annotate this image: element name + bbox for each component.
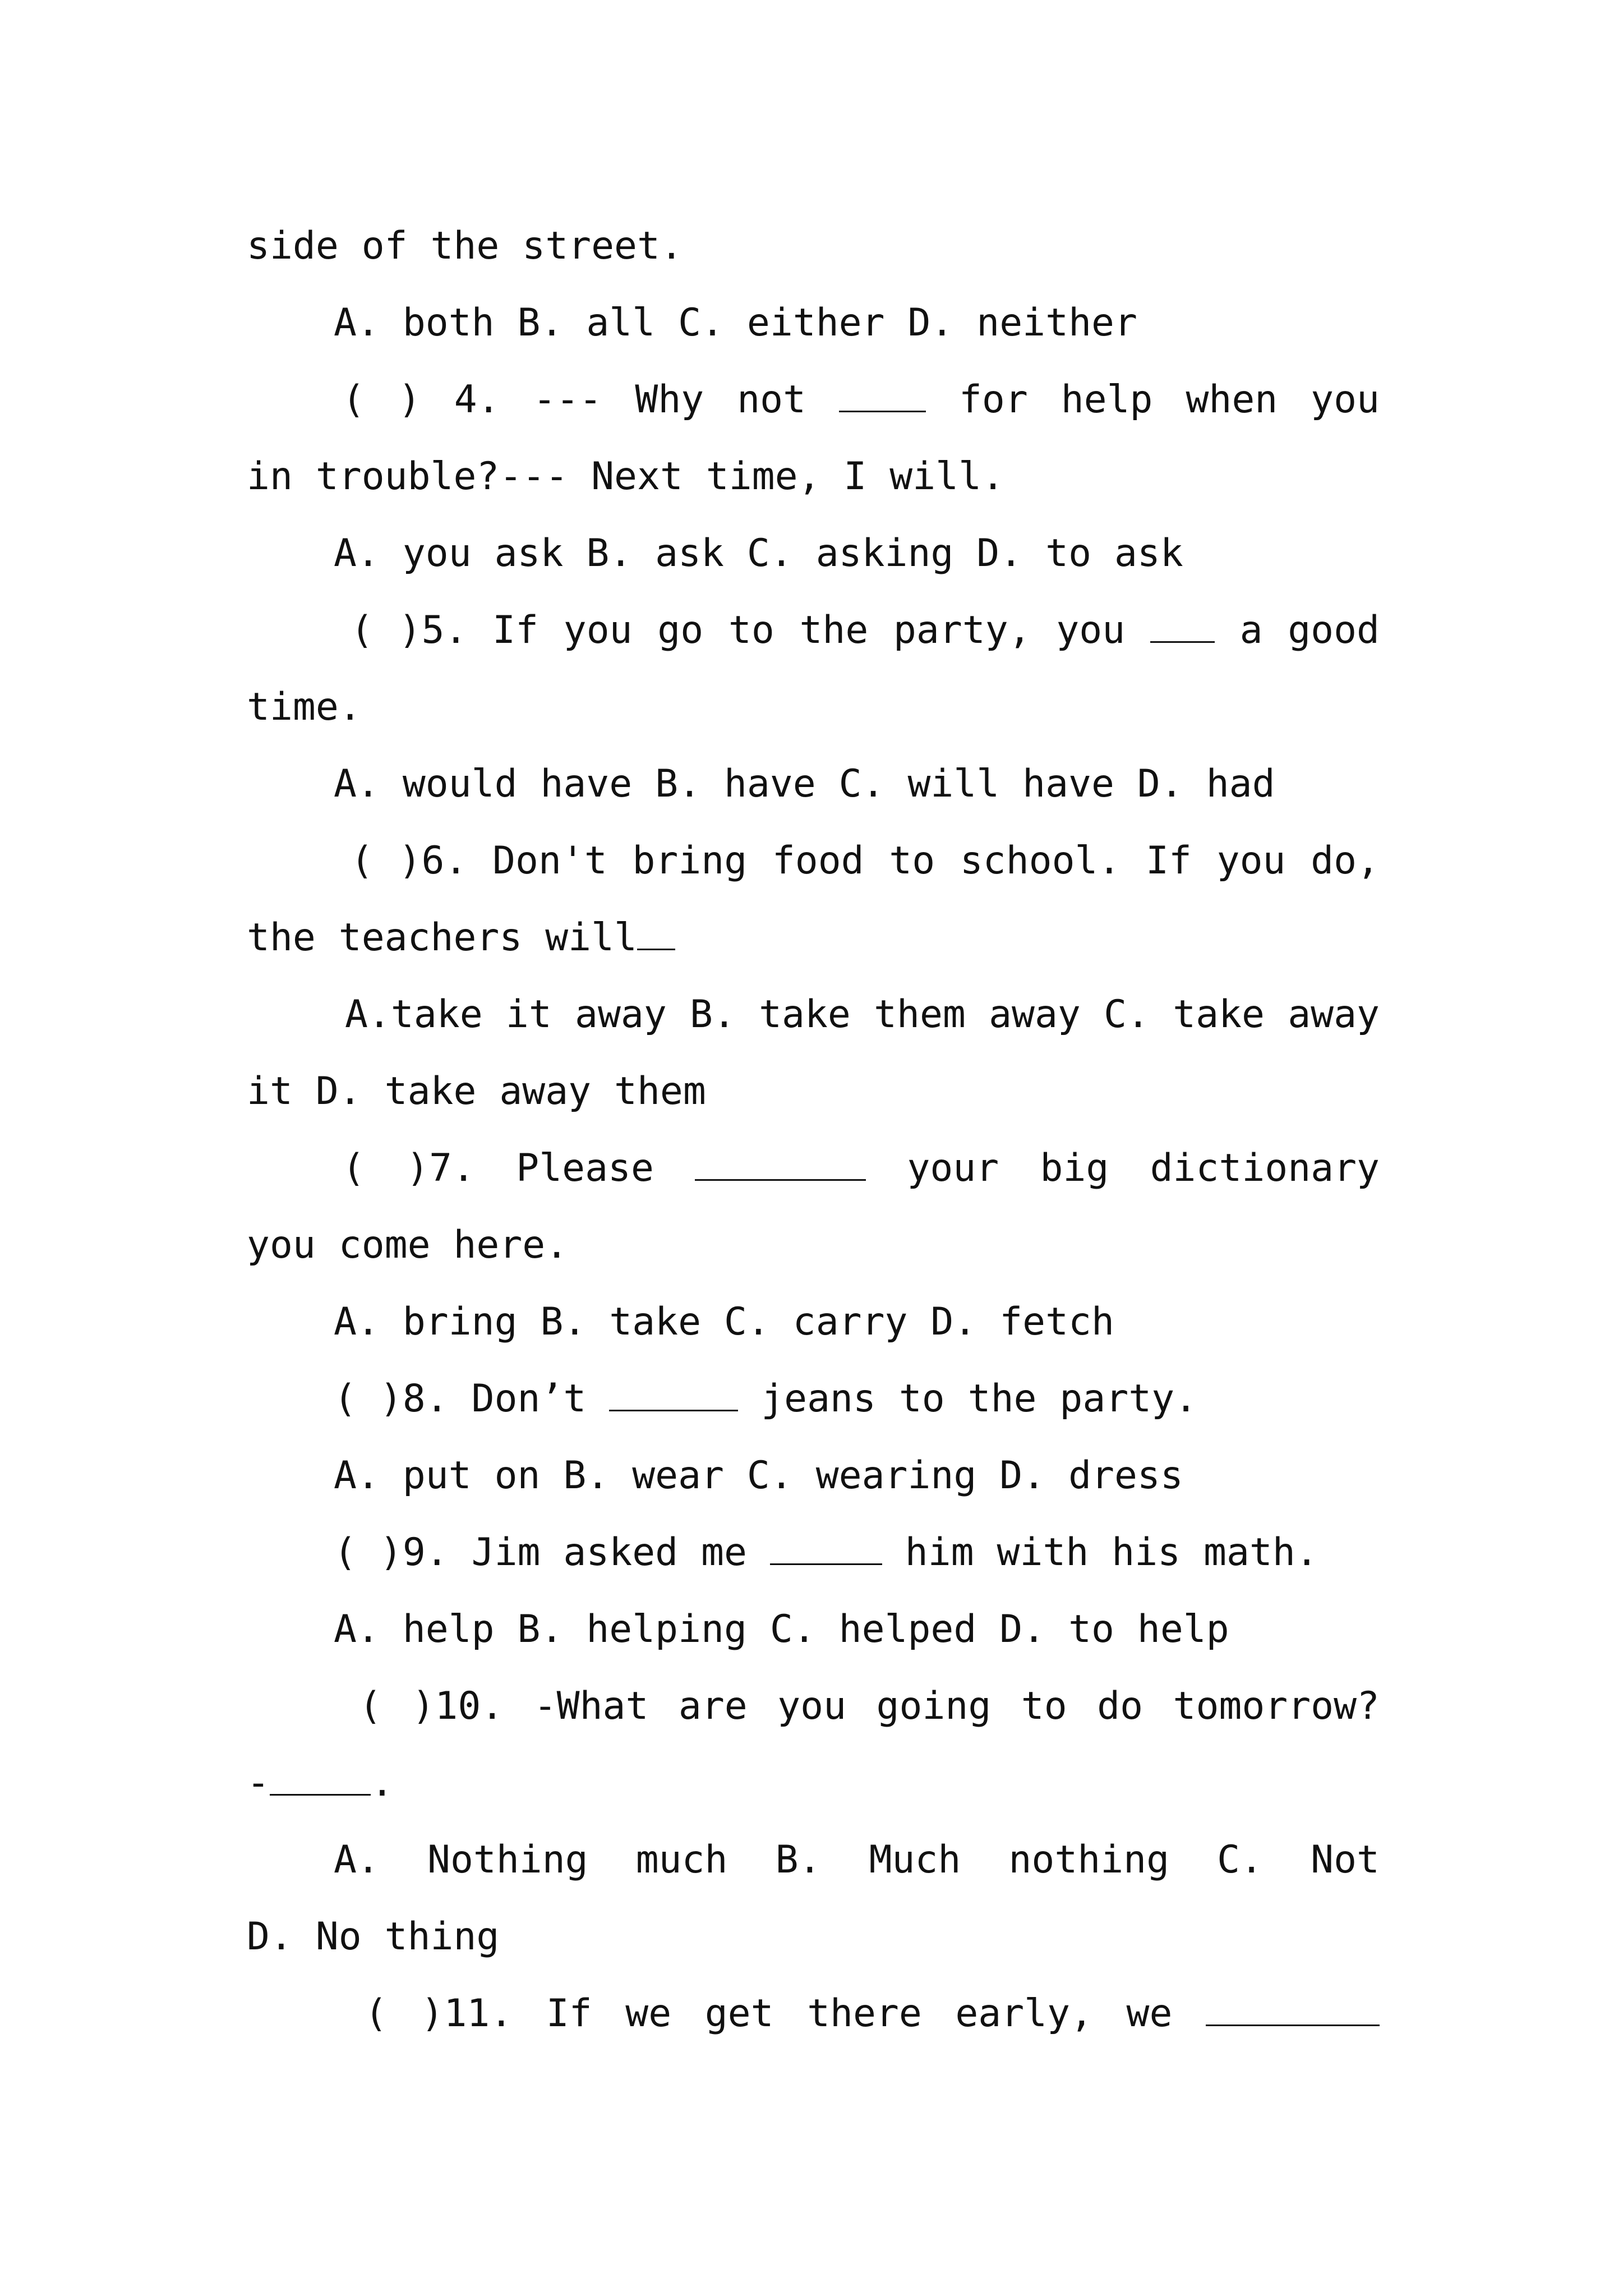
answer-blank — [609, 1375, 738, 1411]
question-5-line: ( )5. If you go to the party, you a good — [247, 592, 1380, 669]
question-9-line: ( )9. Jim asked me him with his math. — [247, 1514, 1380, 1591]
text-line-4: in trouble?--- Next time, I will. — [247, 454, 1005, 499]
text-line-12: it D. take away them — [247, 1069, 706, 1114]
text-line-19: A. help B. helping C. helped D. to help — [334, 1607, 1229, 1651]
answer-blank — [770, 1529, 882, 1565]
text-line-8: A. would have B. have C. will have D. had — [334, 762, 1275, 806]
text-line-5: A. you ask B. ask C. asking D. to ask — [334, 531, 1183, 576]
question-6-options-line: A.take it away B. take them away C. take away — [345, 992, 1380, 1037]
text-line-21: - . — [247, 1745, 1380, 1821]
answer-blank — [1150, 607, 1215, 643]
answer-blank — [270, 1760, 371, 1796]
text-line-1: side of the street. — [247, 224, 683, 268]
question-11-line: ( )11. If we get there early, we — [247, 1975, 1380, 2052]
question-10-options-line: A. Nothing much B. Much nothing C. Not — [334, 1838, 1380, 1882]
answer-blank — [637, 914, 675, 950]
text-line-15: A. bring B. take C. carry D. fetch — [334, 1300, 1114, 1344]
text-line-2: A. both B. all C. either D. neither — [334, 301, 1137, 345]
question-7-line: ( )7. Please your big dictionary — [247, 1130, 1380, 1207]
text-line-10: the teachers will — [247, 899, 1380, 976]
text-line-7: time. — [247, 685, 362, 729]
answer-blank — [695, 1145, 866, 1181]
answer-blank — [839, 376, 926, 412]
text-line-23: D. No thing — [247, 1915, 500, 1959]
answer-blank — [1206, 1990, 1380, 2026]
text-line-17: A. put on B. wear C. wearing D. dress — [334, 1453, 1183, 1498]
question-4-line: ( ) 4. --- Why not for help when you — [247, 361, 1380, 438]
question-6-line: ( )6. Don't bring food to school. If you do, — [351, 839, 1380, 883]
question-10-line: ( )10. -What are you going to do tomorrow? — [359, 1684, 1380, 1728]
question-8-line: ( )8. Don’t jeans to the party. — [247, 1360, 1380, 1437]
text-line-14: you come here. — [247, 1223, 569, 1267]
